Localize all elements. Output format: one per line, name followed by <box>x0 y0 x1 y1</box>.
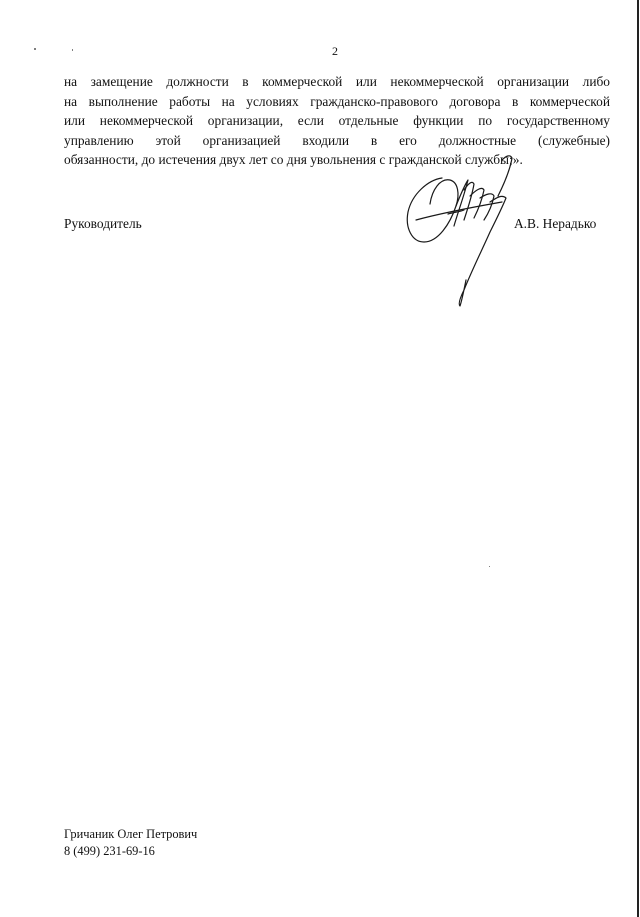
body-line: или некоммерческой организации, если отдельные функции по государственному <box>64 113 610 129</box>
signer-name: А.В. Нерадько <box>514 216 597 231</box>
executor-phone: 8 (499) 231-69-16 <box>64 844 155 858</box>
body-line: обязанности, до истечения двух лет со дня увольнения с гражданской службы;». <box>64 152 523 168</box>
body-line: на замещение должности в коммерческой или некоммерческой организации либо <box>64 74 610 89</box>
body-line: на выполнение работы на условиях гражданско-правового договора в коммерческой <box>64 93 610 109</box>
signer-title: Руководитель <box>64 216 142 231</box>
scan-speck <box>489 566 490 567</box>
body-line: управлению этой организацией входили в его должностные (служебные) <box>64 132 610 148</box>
scan-edge <box>637 0 639 917</box>
page-number: 2 <box>332 44 338 58</box>
executor-name: Гричаник Олег Петрович <box>64 827 198 841</box>
